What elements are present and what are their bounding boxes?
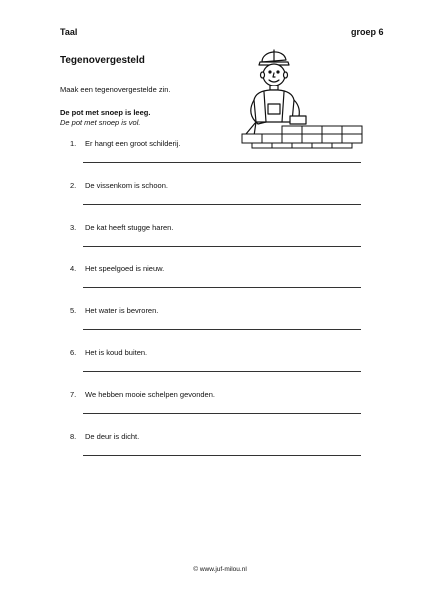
answer-line[interactable] — [83, 162, 361, 163]
copyright-footer: © www.juf-milou.nl — [193, 566, 247, 573]
list-item — [70, 139, 362, 169]
list-item — [70, 181, 362, 211]
item-number: 2. — [70, 181, 77, 190]
example-sentence: De pot met snoep is leeg. — [60, 108, 151, 117]
answer-line[interactable] — [83, 413, 361, 414]
item-number: 8. — [70, 432, 77, 441]
worksheet-title: Tegenovergesteld — [60, 55, 145, 66]
list-item — [70, 306, 362, 336]
item-sentence: We hebben mooie schelpen gevonden. — [85, 390, 215, 399]
group-label: groep 6 — [351, 27, 384, 37]
answer-line[interactable] — [83, 371, 361, 372]
list-item — [70, 223, 362, 253]
item-sentence: De kat heeft stugge haren. — [85, 223, 174, 232]
subject-label: Taal — [60, 27, 78, 37]
item-number: 7. — [70, 390, 77, 399]
item-sentence: Het water is bevroren. — [85, 306, 159, 315]
item-number: 4. — [70, 264, 77, 273]
answer-line[interactable] — [83, 287, 361, 288]
item-sentence: Er hangt een groot schilderij. — [85, 139, 181, 148]
item-number: 3. — [70, 223, 77, 232]
instruction-text: Maak een tegenovergestelde zin. — [60, 85, 171, 94]
item-number: 1. — [70, 139, 77, 148]
item-sentence: Het speelgoed is nieuw. — [85, 264, 165, 273]
example-answer: De pot met snoep is vol. — [60, 118, 141, 127]
answer-line[interactable] — [83, 204, 361, 205]
answer-line[interactable] — [83, 455, 361, 456]
answer-line[interactable] — [83, 246, 361, 247]
answer-line[interactable] — [83, 329, 361, 330]
bricklayer-illustration-icon — [240, 44, 365, 149]
list-item — [70, 390, 362, 420]
list-item — [70, 264, 362, 294]
item-number: 6. — [70, 348, 77, 357]
item-number: 5. — [70, 306, 77, 315]
list-item — [70, 348, 362, 378]
item-sentence: De vissenkom is schoon. — [85, 181, 168, 190]
list-item — [70, 432, 362, 462]
item-sentence: De deur is dicht. — [85, 432, 140, 441]
item-sentence: Het is koud buiten. — [85, 348, 148, 357]
